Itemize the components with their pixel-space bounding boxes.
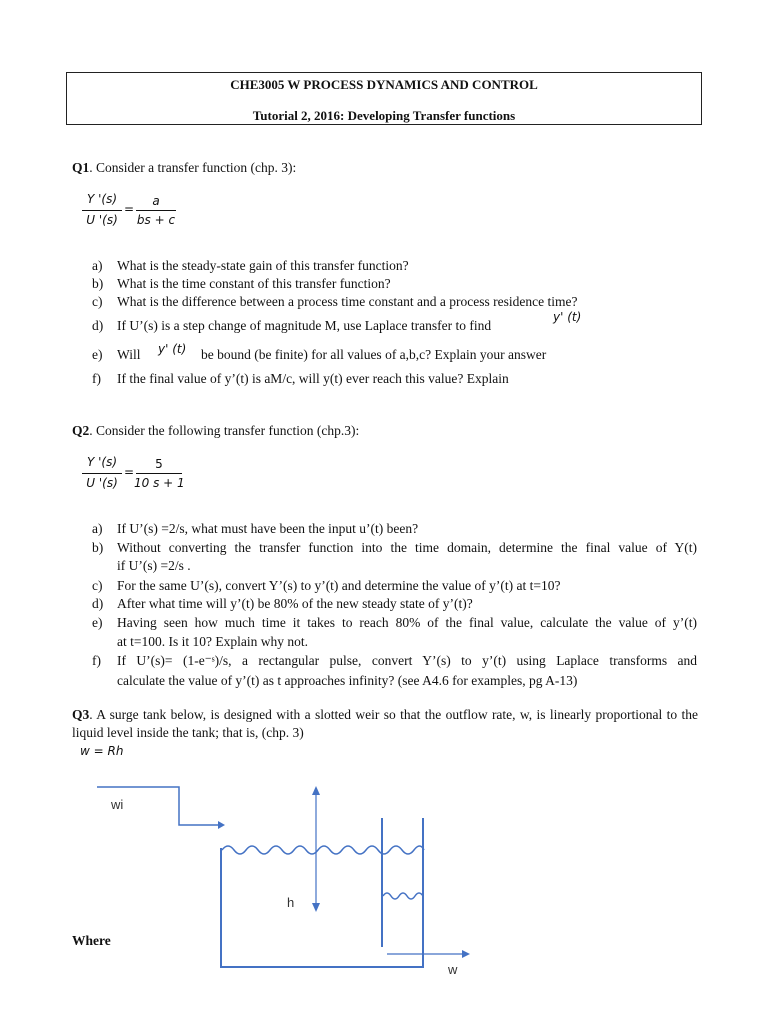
outflow-label: w <box>448 962 458 977</box>
tutorial-title: Tutorial 2, 2016: Developing Transfer functions <box>252 108 516 123</box>
q3-label: Q3 <box>72 707 90 722</box>
liquid-surface <box>222 846 424 854</box>
q2-item-a-label: a) <box>92 521 103 536</box>
tank-walls <box>221 818 423 967</box>
q1-heading <box>72 160 296 176</box>
q2-item-b: Without converting the transfer function into the time domain, determine the final value of Y(t) <box>117 540 697 555</box>
q1-transfer-function <box>80 192 180 232</box>
q2-tf-bar-right <box>136 473 182 474</box>
q3-paragraph <box>72 706 698 742</box>
q2-item-d-label: d) <box>92 596 104 611</box>
q2-transfer-function <box>80 455 190 495</box>
q2-item-e-cont: at t=100. Is it 10? Explain why not. <box>117 634 308 649</box>
q2-item-b-cont: if U’(s) =2/s . <box>117 558 191 573</box>
q3-text: . A surge tank below, is designed with a slotted weir so that the outflow rate, w, is linearly proportional to the liquid level inside the tank; that is, (chp. 3) <box>72 707 698 740</box>
inflow-label: wi <box>111 797 124 812</box>
q1-tf-den-right: bs + c <box>136 213 176 227</box>
q1-tf-num-left: Y '(s) <box>86 192 118 206</box>
q1-tf-num-right: a <box>152 194 160 208</box>
q2-heading <box>72 423 359 439</box>
level-label: h <box>287 895 295 910</box>
q1-tf-bar-right <box>136 210 176 211</box>
q2-tf-den-left: U '(s) <box>86 476 118 490</box>
q1-tf-den-left: U '(s) <box>86 213 118 227</box>
q2-tf-num-left: Y '(s) <box>86 455 118 469</box>
q2-item-f-cont: calculate the value of y’(t) as t approaches infinity? (see A4.6 for examples, pg A-13) <box>117 673 578 688</box>
q2-tf-equals: = <box>123 465 135 479</box>
q1-tf-bar-left <box>82 210 122 211</box>
document-page: CHE3005 W PROCESS DYNAMICS AND CONTROL Tutorial 2, 2016: Developing Transfer functions Q1. Consider a transfer function (chp. 3): Y '(s) U '(s) = a bs + c a) What is the steady-state gain of this transfer function? b) What is the time constant of this transfer function? c) What is the difference between a process time constant and a process residence time? d) If U’(s) is a step change of magnitude M, use Laplace transfer to find y' (t) e) Will y' (t) be bound (be finite) for all values of a,b,c? Explain your answer f) If the final value of y’(t) is aM/c, will y(t) ever reach this value? Explain Q2. Consider the following transfer function (chp.3): Y '(s) U '(s) = 5 10 s + 1 a) If U’(s) =2/s, what must have been the input u’(t) been? b) Without converting the transfer function into the time domain, determine the final value of Y(t) if U’(s) =2/s . c) For the same U’(s), convert Y’(s) to y’(t) and determine the value of y’(t) at t=10? d) After what time will y’(t) be 80% of the new steady state of y’(t)? e) Having seen how much time it takes to reach 80% of the final value, calculate the value of y’(t) at t=100. Is it 10? Explain why not. f) If U’(s)= (1-e⁻ˢ)/s, a rectangular pulse, convert Y’(s) to y’(t) using Laplace transforms and calculate the value of y’(t) as t approaches infinity? (see A4.6 for examples, pg A-13) Q3. A surge tank below, is designed with a slotted weir so that the outflow rate, w, is linearly proportional to the liquid level inside the tank; that is, (chp. 3) w = Rh wi h w Where <box>0 0 768 1024</box>
course-title: CHE3005 W PROCESS DYNAMICS AND CONTROL <box>230 77 538 92</box>
level-arrow-up <box>312 786 320 795</box>
q2-tf-bar-left <box>82 473 122 474</box>
q1-label: Q1 <box>72 160 90 175</box>
title-box <box>66 72 702 125</box>
q2-item-d: After what time will y’(t) be 80% of the new steady state of y’(t)? <box>117 596 473 611</box>
level-arrow-down <box>312 903 320 912</box>
q1-tf-equals: = <box>123 202 135 216</box>
q2-item-e-label: e) <box>92 615 103 630</box>
q2-item-a: If U’(s) =2/s, what must have been the input u’(t) been? <box>117 521 419 536</box>
outflow-arrowhead <box>462 950 470 958</box>
q3-equation: w = Rh <box>80 744 124 758</box>
inflow-arrowhead <box>218 821 225 829</box>
q2-item-c: For the same U’(s), convert Y’(s) to y’(t) and determine the value of y’(t) at t=10? <box>117 578 561 593</box>
where-heading: Where <box>72 933 111 948</box>
q2-item-b-label: b) <box>92 540 104 555</box>
q1-item-d-math: y' (t) <box>553 310 582 324</box>
q2-item-e: Having seen how much time it takes to reach 80% of the final value, calculate the value of y’(t) <box>117 615 697 630</box>
q2-intro: . Consider the following transfer function (chp.3): <box>89 423 360 438</box>
q2-item-c-label: c) <box>92 578 103 593</box>
weir-flow-wave <box>383 893 423 899</box>
q1-item-e-math: y' (t) <box>158 342 187 356</box>
q2-item-f-label: f) <box>92 653 101 668</box>
q2-item-f: If U’(s)= (1-e⁻ˢ)/s, a rectangular pulse, convert Y’(s) to y’(t) using Laplace transforms and <box>117 653 697 668</box>
q1-intro: . Consider a transfer function (chp. 3): <box>89 160 297 175</box>
q2-tf-num-right: 5 <box>155 457 163 471</box>
q2-label: Q2 <box>72 423 90 438</box>
q2-tf-den-right: 10 s + 1 <box>134 476 185 490</box>
